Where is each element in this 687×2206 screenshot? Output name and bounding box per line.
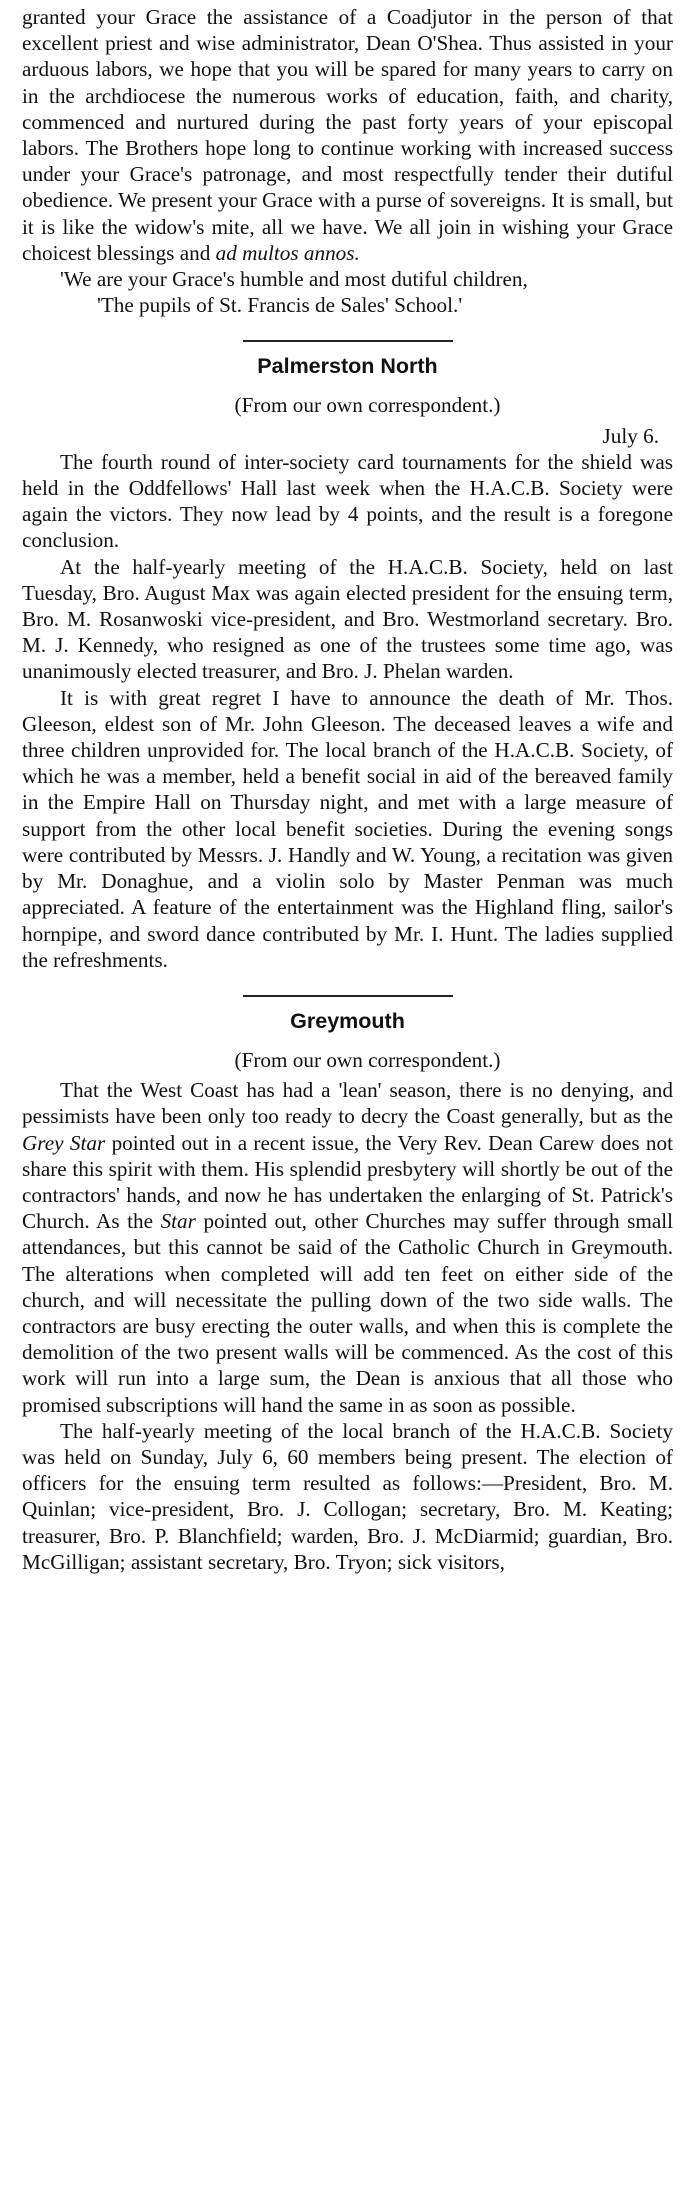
palmerston-title: Palmerston North [257,354,438,379]
greymouth-p1-part-b: pointed out in a recent issue, the Very Rev. Dean Carew does not share this spirit with them. His splendid presbytery will shortly be out of the contractors' hands, and now he has undertaken the enlarging of St. Patrick's Church. As the [22,1130,674,1234]
greymouth-correspondent: (From our own correspondent.) [234,1047,501,1072]
greymouth-p1-part-a: That the West Coast has had a 'lean' season, there is no denying, and pessimists have been only too ready to decry the Coast generally, but as the [22,1078,673,1129]
palmerston-date: July 6. [602,423,659,448]
greymouth-section [22,1007,673,1575]
palmerston-paragraph-3: It is with great regret I have to announce the death of Mr. Thos. Gleeson, eldest son of Mr. John Gleeson. The deceased leaves a wife and three children unprovided for. The local branch of the H.A.C.B. Society, of which he was a member, held a benefit social in aid of the bereaved family in the Empire Hall on Thursday night, and met with a large measure of support from the other local benefit societies. During the evening songs were contributed by Messrs. J. Handly and W. Young, a recitation was given by Mr. Donaghue, and a violin solo by Master Penman was much appreciated. A feature of the entertainment was the Highland fling, sailor's hornpipe, and sword dance contributed by Mr. I. Hunt. The ladies supplied the refreshments. [22,685,673,972]
intro-latin-phrase: ad multos annos. [215,240,360,265]
star-newspaper-name: Star [160,1209,196,1234]
section-divider [243,995,453,997]
greymouth-title: Greymouth [290,1008,405,1033]
intro-closing: 'We are your Grace's humble and most dutiful children, [60,267,528,292]
palmerston-paragraph-2: At the half-yearly meeting of the H.A.C.B. Society, held on last Tuesday, Bro. August Max was again elected president for the ensuing term, Bro. M. Rosanwoski vice-president, and Bro. Westmorland secretary. Bro. M. J. Kennedy, who resigned as one of the trustees some time ago, was unanimously elected treasurer, and Bro. J. Phelan warden. [22,554,673,684]
intro-paragraph [22,4,673,266]
intro-signature: 'The pupils of St. Francis de Sales' School.' [97,293,463,318]
grey-star-newspaper-name: Grey Star [22,1130,106,1155]
greymouth-paragraph-2: The half-yearly meeting of the local branch of the H.A.C.B. Society was held on Sunday, July 6, 60 members being present. The election of officers for the ensuing term resulted as follows:—President, Bro. M. Quinlan; vice-president, Bro. J. Collogan; secretary, Bro. M. Keating; treasurer, Bro. P. Blanchfield; warden, Bro. J. McDiarmid; guardian, Bro. McGilligan; assistant secretary, Bro. Tryon; sick visitors, [22,1418,673,1574]
palmerston-correspondent: (From our own correspondent.) [234,393,501,418]
section-divider [243,340,453,342]
intro-paragraph-text: granted your Grace the assistance of a Coadjutor in the person of that excellent priest and wise administrator, Dean O'Shea. Thus assisted in your arduous labors, we hope that you will be spared for many years to carry on in the archdiocese the numerous works of education, faith, and charity, commenced and nurtured during the past forty years of your episcopal labors. The Brothers hope long to continue working with increased success under your Grace's patronage, and most respectfully tender their dutiful obedience. We present your Grace with a purse of sovereigns. It is small, but it is like the widow's mite, all we have. We all join in wishing your Grace choicest blessings and [22,5,673,265]
palmerston-section [22,352,673,972]
palmerston-paragraph-1: The fourth round of inter-society card tournaments for the shield was held in the Oddfellows' Hall last week when the H.A.C.B. Society were again the victors. They now lead by 4 points, and the result is a foregone conclusion. [22,449,673,553]
intro-section [22,4,673,318]
greymouth-p1-part-c: pointed out, other Churches may suffer through small attendances, but this cannot be said of the Catholic Church in Greymouth. The alterations when completed will add ten feet on either side of the church, and will necessitate the pulling down of the two side walls. The contractors are busy erecting the outer walls, and when this is complete the demolition of the two present walls will be commenced. As the cost of this work will run into a large sum, the Dean is anxious that all those who promised subscriptions will hand the same in as soon as possible. [22,1209,674,1417]
greymouth-paragraph-1 [22,1077,673,1418]
